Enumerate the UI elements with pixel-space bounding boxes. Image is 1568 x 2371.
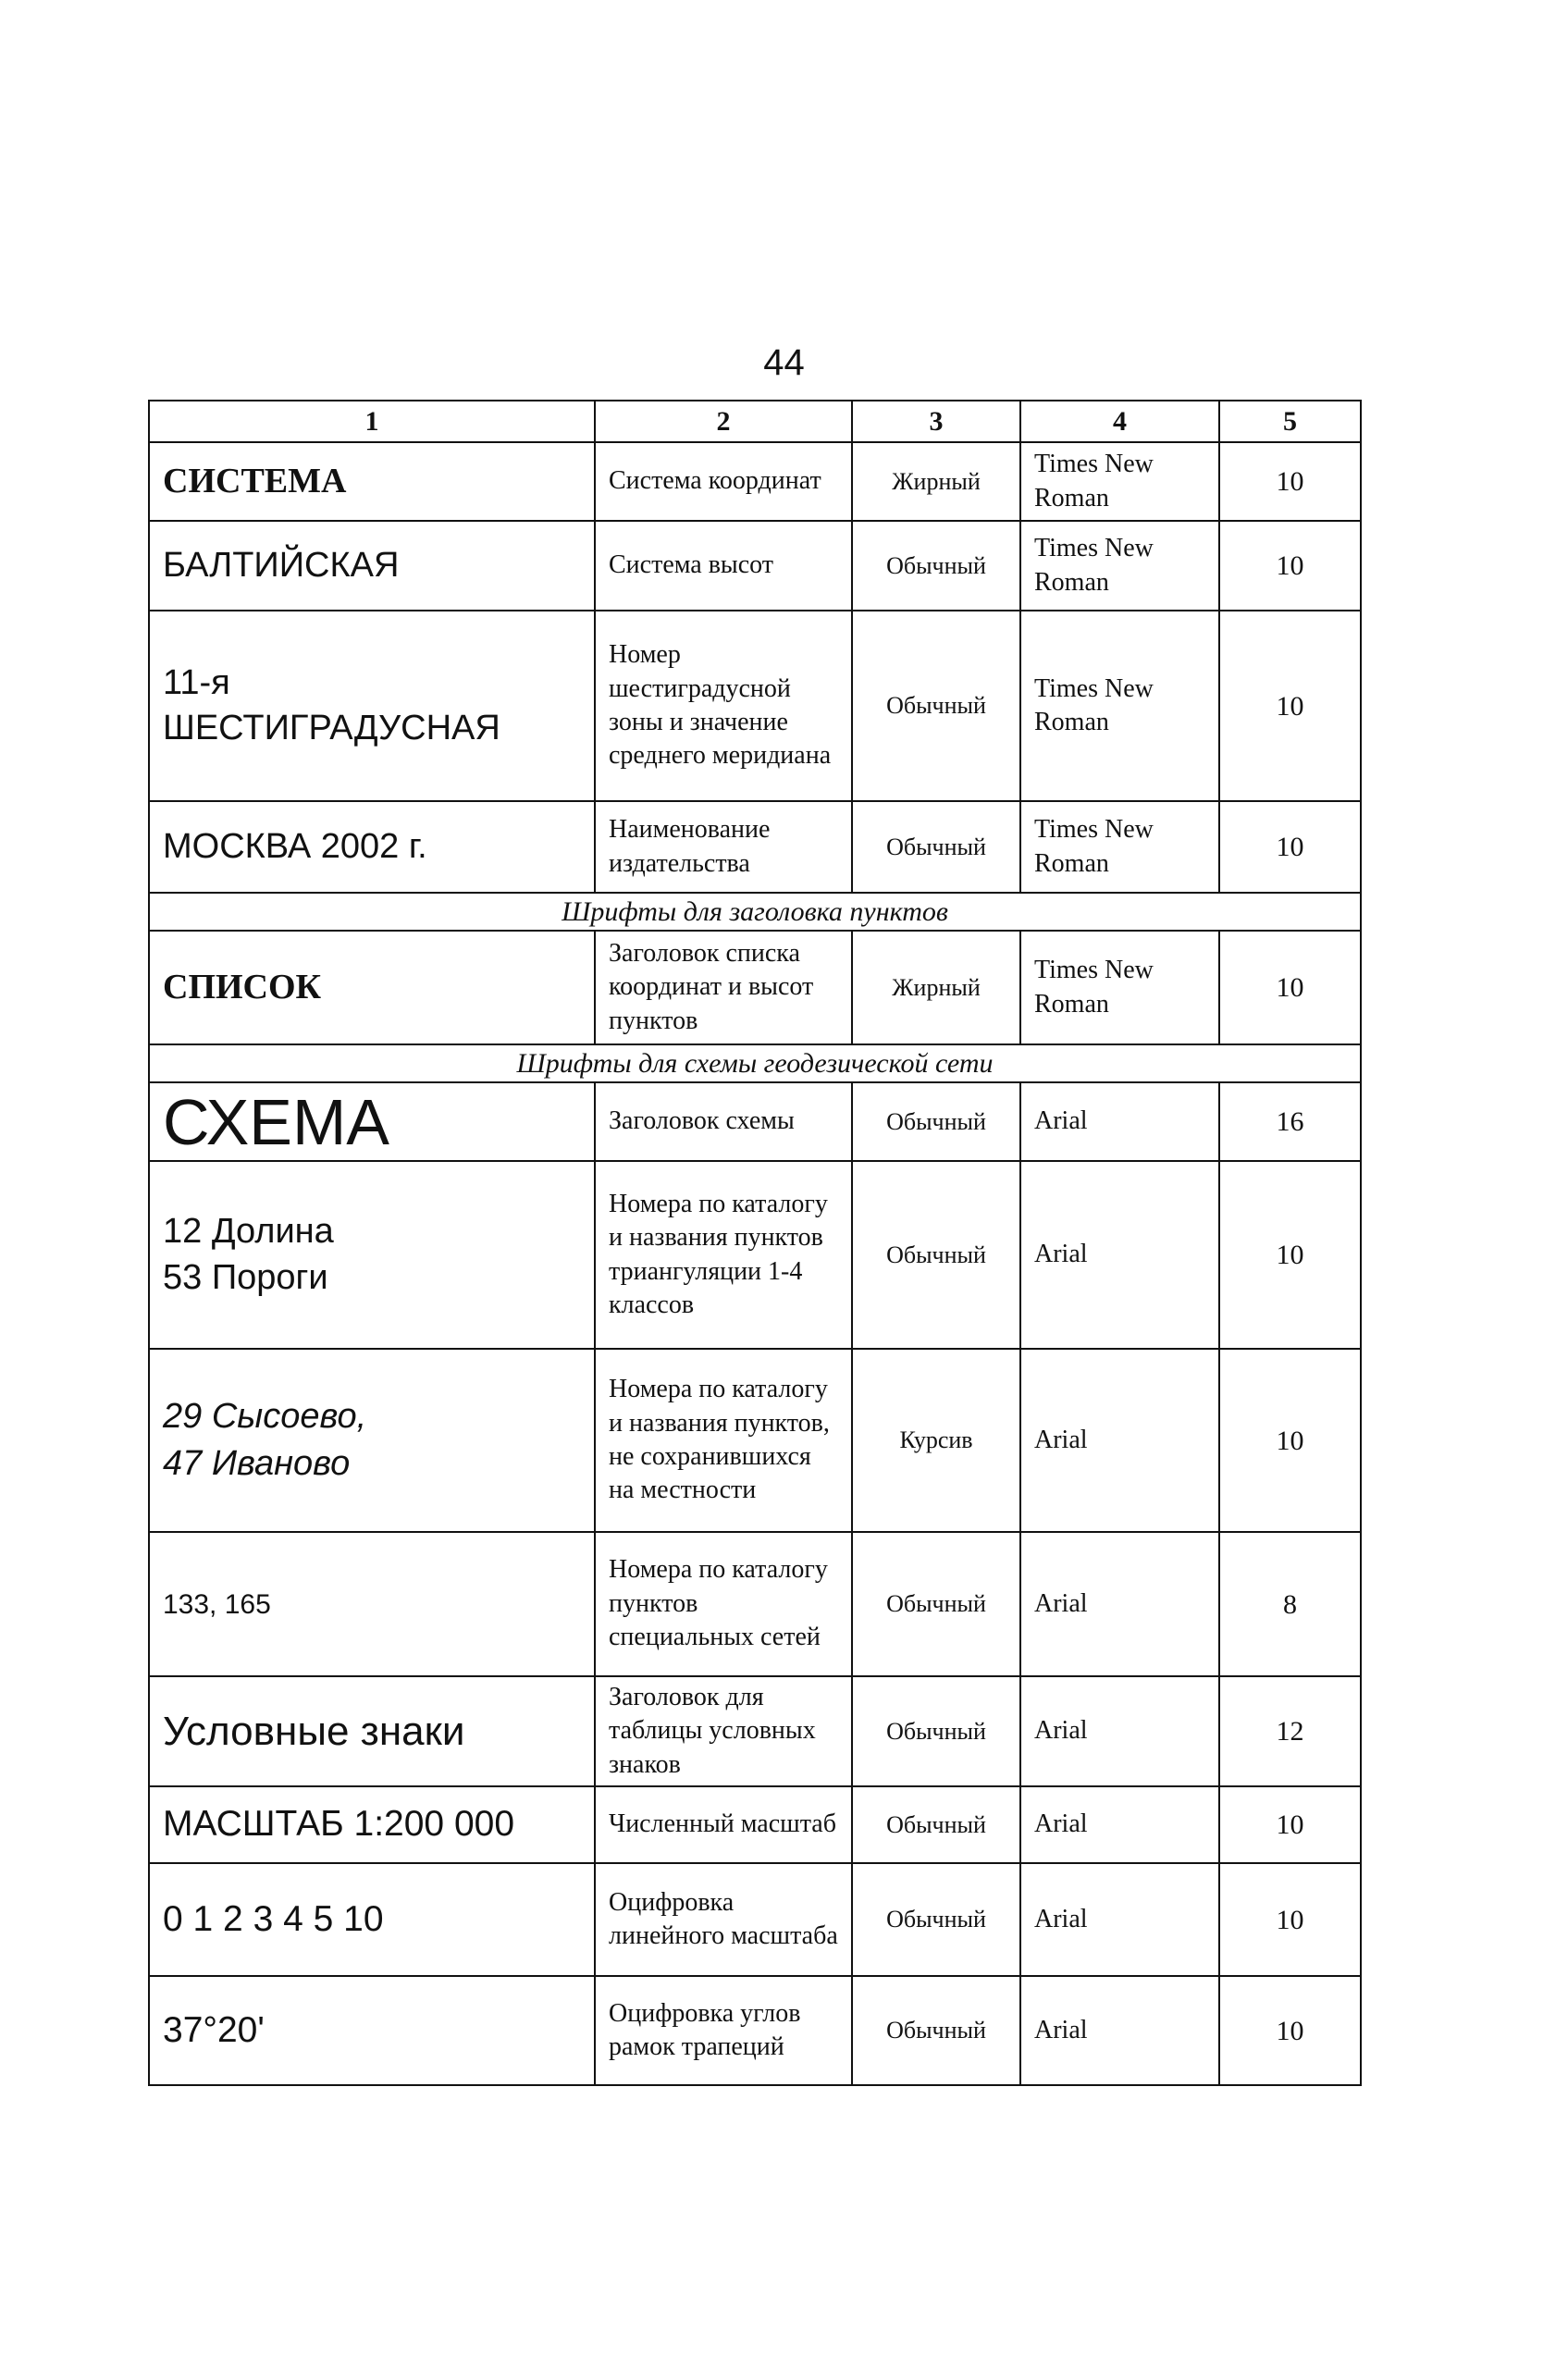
size-cell: 10	[1219, 611, 1361, 801]
table-row	[149, 521, 1361, 611]
font-cell: Arial	[1020, 1532, 1219, 1676]
purpose-cell: Номера по каталогу и названия пунктов триангуляции 1-4 классов	[595, 1161, 852, 1349]
size-cell: 10	[1219, 931, 1361, 1044]
font-cell: Arial	[1020, 1082, 1219, 1161]
section-heading-row	[149, 893, 1361, 931]
font-sample: СХЕМА	[149, 1082, 595, 1161]
style-cell: Обычный	[852, 1863, 1020, 1976]
font-sample: БАЛТИЙСКАЯ	[149, 521, 595, 611]
style-cell: Жирный	[852, 442, 1020, 521]
font-cell: Times New Roman	[1020, 801, 1219, 893]
font-cell: Arial	[1020, 1863, 1219, 1976]
font-cell: Arial	[1020, 1349, 1219, 1532]
purpose-cell: Оцифровка углов рамок трапеций	[595, 1976, 852, 2085]
font-sample	[149, 1349, 595, 1532]
table-row	[149, 611, 1361, 801]
purpose-cell: Заголовок схемы	[595, 1082, 852, 1161]
purpose-cell: Заголовок списка координат и высот пунктов	[595, 931, 852, 1044]
size-cell: 10	[1219, 442, 1361, 521]
font-sample: Условные знаки	[149, 1676, 595, 1786]
size-cell: 10	[1219, 1161, 1361, 1349]
font-cell: Times New Roman	[1020, 521, 1219, 611]
font-cell: Arial	[1020, 1676, 1219, 1786]
purpose-cell: Оцифровка линейного масштаба	[595, 1863, 852, 1976]
size-cell: 10	[1219, 1863, 1361, 1976]
style-cell: Обычный	[852, 801, 1020, 893]
table-row	[149, 1082, 1361, 1161]
font-sample: МАСШТАБ 1:200 000	[149, 1786, 595, 1863]
style-cell: Обычный	[852, 1676, 1020, 1786]
style-cell: Жирный	[852, 931, 1020, 1044]
column-header: 3	[852, 401, 1020, 442]
font-sample	[149, 611, 595, 801]
font-cell: Arial	[1020, 1161, 1219, 1349]
column-header: 4	[1020, 401, 1219, 442]
sample-line: 11-я	[163, 662, 230, 702]
style-cell: Обычный	[852, 1786, 1020, 1863]
section-heading: Шрифты для схемы геодезической сети	[149, 1044, 1361, 1082]
column-header: 1	[149, 401, 595, 442]
sample-line: 12 Долина	[163, 1212, 334, 1252]
column-header: 5	[1219, 401, 1361, 442]
table-row	[149, 1532, 1361, 1676]
purpose-cell: Номера по каталогу пунктов специальных сетей	[595, 1532, 852, 1676]
style-cell: Обычный	[852, 521, 1020, 611]
column-header: 2	[595, 401, 852, 442]
page-number: 44	[763, 342, 805, 383]
font-cell: Times New Roman	[1020, 931, 1219, 1044]
size-cell: 10	[1219, 801, 1361, 893]
table-header-row	[149, 401, 1361, 442]
table-row	[149, 1161, 1361, 1349]
font-cell: Arial	[1020, 1786, 1219, 1863]
sample-line: 47 Иваново	[163, 1444, 351, 1483]
table-row	[149, 1863, 1361, 1976]
purpose-cell: Наименование издательства	[595, 801, 852, 893]
table-row	[149, 931, 1361, 1044]
size-cell: 10	[1219, 1349, 1361, 1532]
table-row	[149, 801, 1361, 893]
font-sample: МОСКВА 2002 г.	[149, 801, 595, 893]
style-cell: Обычный	[852, 1976, 1020, 2085]
purpose-cell: Система высот	[595, 521, 852, 611]
table-row	[149, 442, 1361, 521]
style-cell: Обычный	[852, 611, 1020, 801]
section-heading: Шрифты для заголовка пунктов	[149, 893, 1361, 931]
purpose-cell: Заголовок для таблицы условных знаков	[595, 1676, 852, 1786]
purpose-cell: Численный масштаб	[595, 1786, 852, 1863]
font-sample: 0 1 2 3 4 5 10	[149, 1863, 595, 1976]
font-sample: 37°20'	[149, 1976, 595, 2085]
style-cell: Обычный	[852, 1082, 1020, 1161]
size-cell: 16	[1219, 1082, 1361, 1161]
style-cell: Обычный	[852, 1161, 1020, 1349]
font-sample	[149, 1161, 595, 1349]
table-row	[149, 1349, 1361, 1532]
fonts-table	[148, 400, 1362, 2086]
size-cell: 10	[1219, 1976, 1361, 2085]
font-sample: СПИСОК	[149, 931, 595, 1044]
purpose-cell: Номера по каталогу и названия пунктов, не сохранившихся на местности	[595, 1349, 852, 1532]
style-cell: Обычный	[852, 1532, 1020, 1676]
table-row	[149, 1786, 1361, 1863]
font-sample: СИСТЕМА	[149, 442, 595, 521]
size-cell: 10	[1219, 521, 1361, 611]
purpose-cell: Номер шестиградусной зоны и значение среднего меридиана	[595, 611, 852, 801]
table-row	[149, 1976, 1361, 2085]
font-sample: 133, 165	[149, 1532, 595, 1676]
font-cell: Times New Roman	[1020, 442, 1219, 521]
font-cell: Times New Roman	[1020, 611, 1219, 801]
font-cell: Arial	[1020, 1976, 1219, 2085]
sample-line: 29 Сысоево,	[163, 1396, 367, 1436]
sample-line: ШЕСТИГРАДУСНАЯ	[163, 709, 500, 747]
section-heading-row	[149, 1044, 1361, 1082]
table-row	[149, 1676, 1361, 1786]
size-cell: 8	[1219, 1532, 1361, 1676]
sample-line: 53 Пороги	[163, 1257, 328, 1297]
purpose-cell: Система координат	[595, 442, 852, 521]
style-cell: Курсив	[852, 1349, 1020, 1532]
size-cell: 12	[1219, 1676, 1361, 1786]
size-cell: 10	[1219, 1786, 1361, 1863]
